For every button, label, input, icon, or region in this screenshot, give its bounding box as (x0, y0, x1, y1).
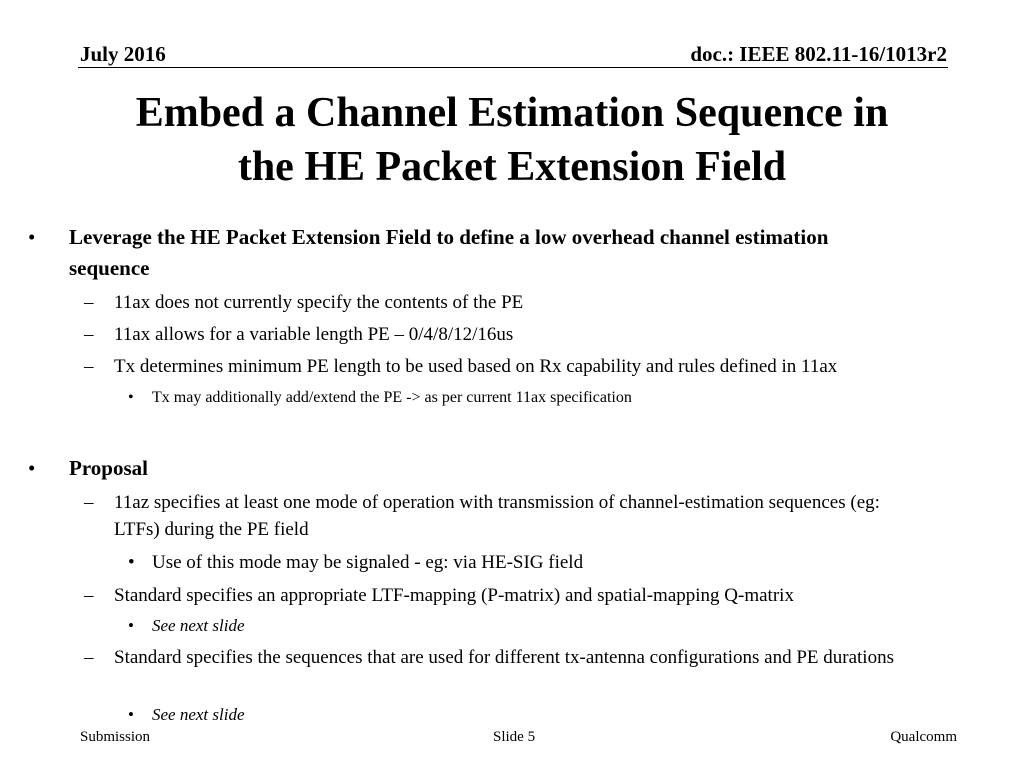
sub-sub-bullet-see-next-1 (128, 614, 968, 638)
bullet-text: Proposal (69, 456, 148, 480)
title-line-1: Embed a Channel Estimation Sequence in (135, 90, 889, 136)
sub-bullet-text: Standard specifies the sequences that are used for different tx-antenna configurations and PE durations (114, 647, 894, 668)
sub-sub-bullet-tx-extend (128, 386, 968, 410)
bullet-text: Leverage the HE Packet Extension Field to define a low overhead channel estimation sequence (69, 225, 829, 280)
sub-bullet-text: Standard specifies an appropriate LTF-mapping (P-matrix) and spatial-mapping Q-matrix (114, 585, 794, 606)
bullet-leverage (28, 222, 908, 284)
bullet-marker: • (128, 616, 134, 635)
header-doc-number: doc.: IEEE 802.11-16/1013r2 (690, 42, 947, 66)
sub-sub-bullet-text: See next slide (152, 616, 245, 635)
sub-bullet-sequences (84, 644, 974, 671)
footer-submission: Submission (80, 729, 151, 745)
bullet-marker: • (128, 705, 134, 724)
sub-bullet-pe-contents (84, 289, 984, 316)
sub-sub-bullet-see-next-2 (128, 703, 968, 727)
sub-bullet-text: 11ax does not currently specify the contents of the PE (114, 292, 524, 313)
footer-slide-number: Slide 5 (493, 729, 536, 745)
slide-title (40, 86, 984, 194)
sub-sub-bullet-text: See next slide (152, 705, 245, 724)
bullet-marker: • (28, 225, 36, 249)
dash-marker: – (84, 356, 94, 377)
dash-marker: – (84, 324, 94, 345)
dash-marker: – (84, 492, 94, 513)
sub-bullet-tx-determines (84, 353, 984, 380)
sub-bullet-text: 11ax allows for a variable length PE – 0/4/8/12/16us (114, 324, 514, 345)
sub-bullet-text: Tx determines minimum PE length to be used based on Rx capability and rules defined in 11ax (114, 356, 838, 377)
sub-sub-bullet-signaled (128, 549, 968, 576)
sub-bullet-11az-mode (84, 489, 904, 543)
footer-company: Qualcomm (890, 729, 957, 745)
sub-bullet-pe-length (84, 321, 984, 348)
dash-marker: – (84, 585, 94, 606)
bullet-proposal (28, 453, 908, 484)
dash-marker: – (84, 292, 94, 313)
sub-sub-bullet-text: Use of this mode may be signaled - eg: via HE-SIG field (152, 552, 584, 573)
bullet-marker: • (128, 389, 134, 406)
title-line-2: the HE Packet Extension Field (237, 144, 787, 190)
bullet-marker: • (128, 552, 135, 573)
sub-bullet-text: 11az specifies at least one mode of operation with transmission of channel-estimation sequences (eg: LTFs) during the PE field (114, 492, 880, 540)
sub-sub-bullet-text: Tx may additionally add/extend the PE -> as per current 11ax specification (152, 389, 632, 406)
sub-bullet-ltf-mapping (84, 582, 984, 609)
header-rule (78, 67, 948, 68)
bullet-marker: • (28, 456, 36, 480)
dash-marker: – (84, 647, 94, 668)
header-date: July 2016 (80, 42, 166, 66)
